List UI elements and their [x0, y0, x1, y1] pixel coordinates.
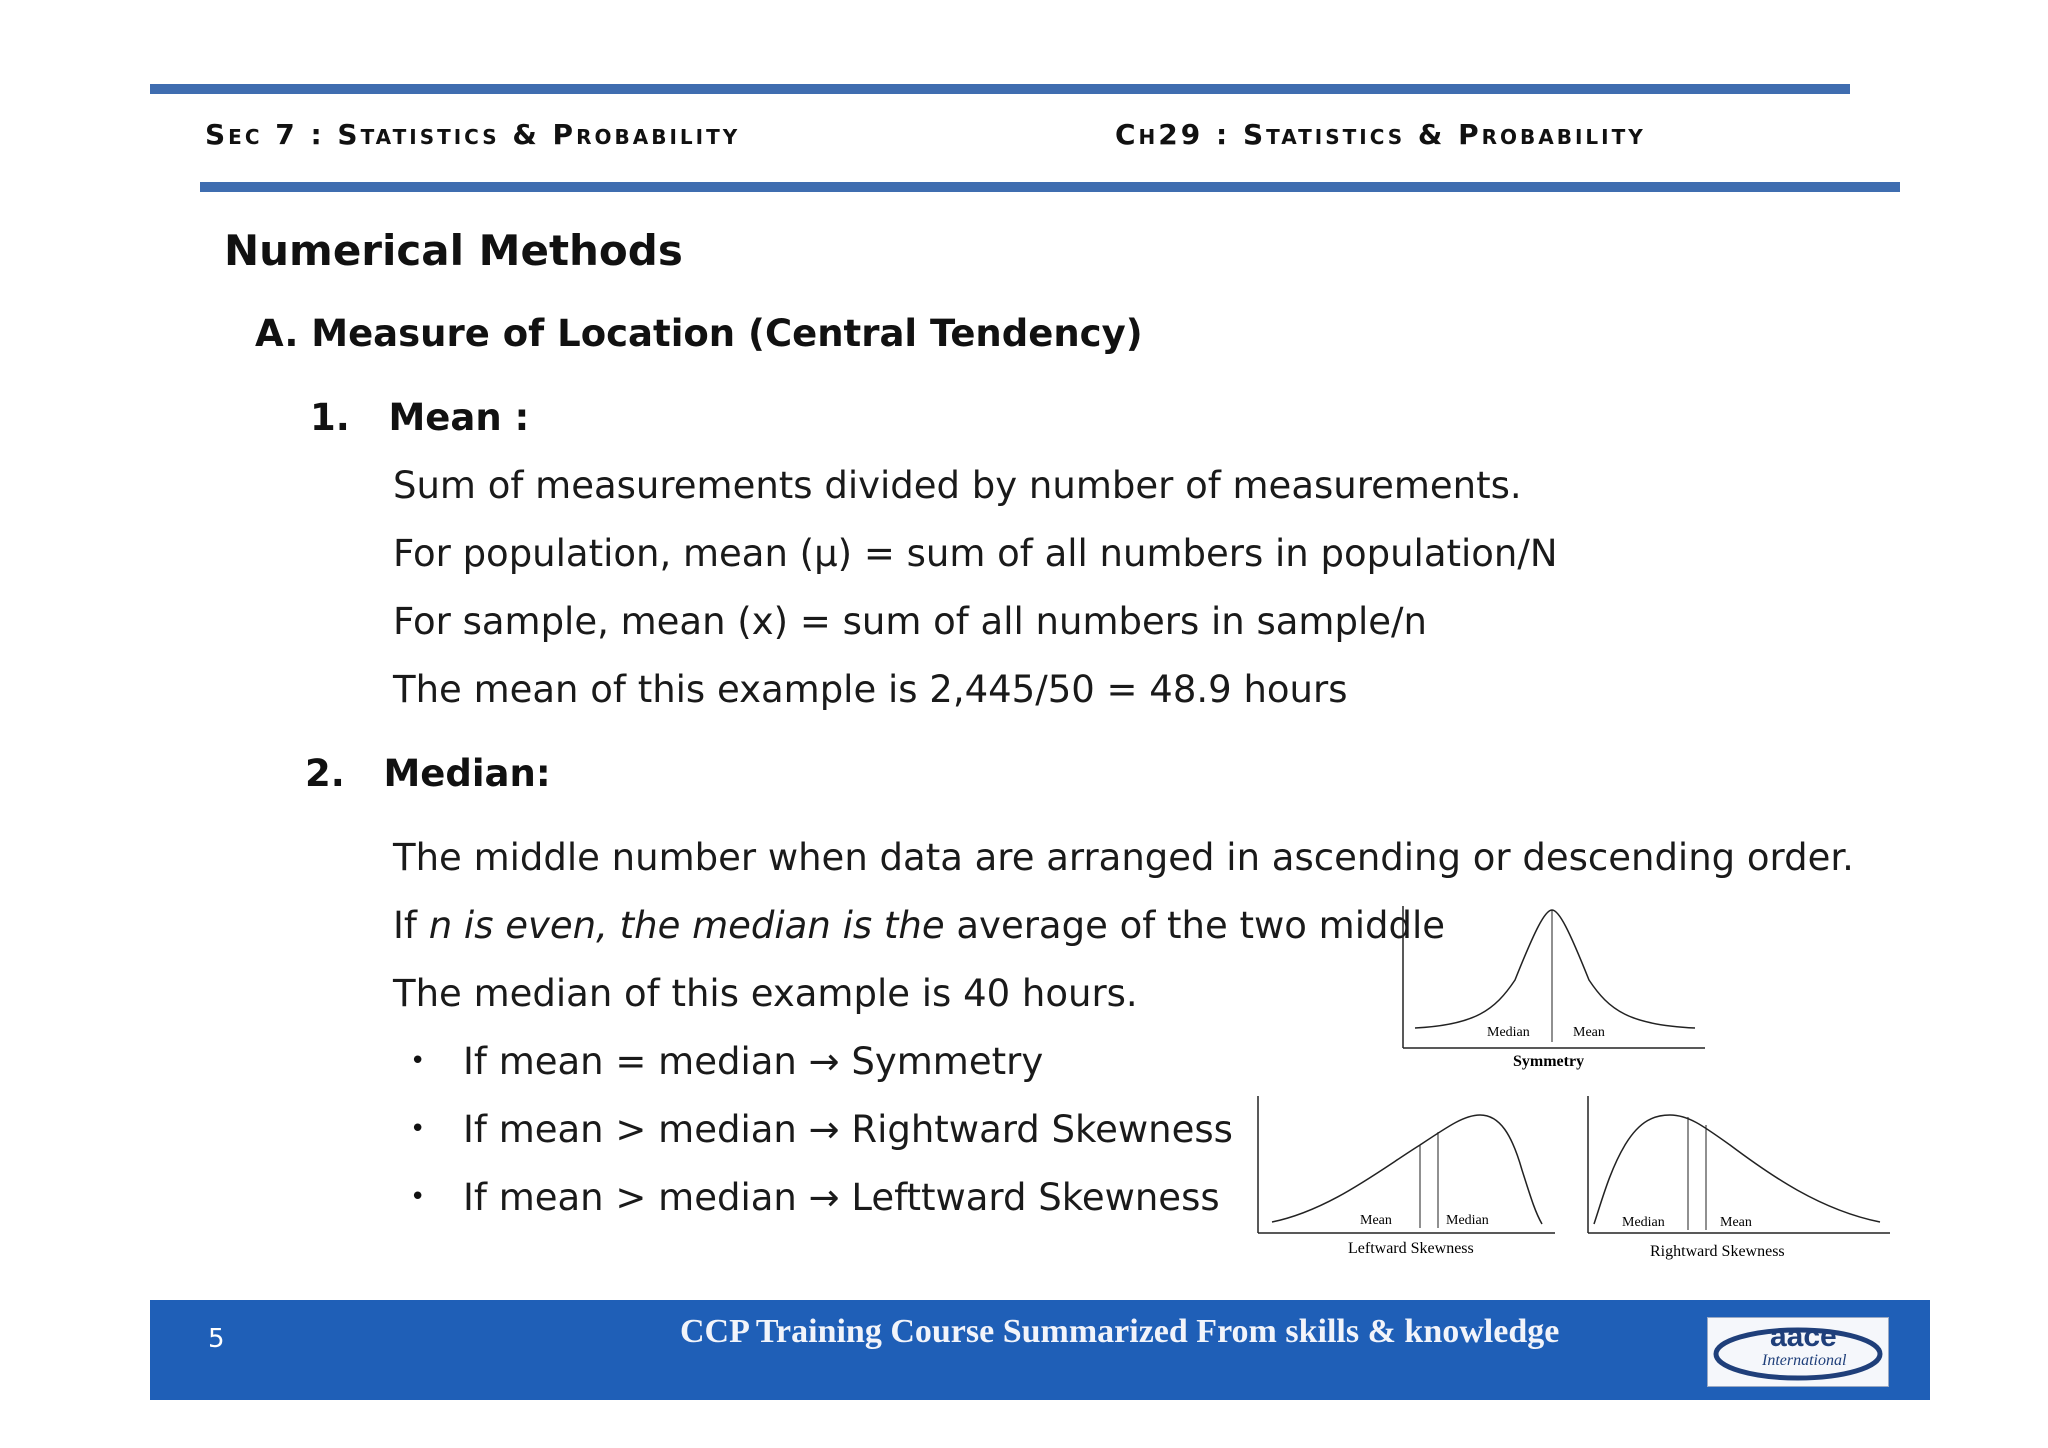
symmetry-caption: Symmetry [1513, 1053, 1585, 1070]
rightward-skewness-diagram [1580, 1090, 1900, 1265]
median-line-2-suffix: average of the two middle [944, 904, 1446, 947]
rightward-median-label: Median [1622, 1215, 1665, 1230]
rightward-caption: Rightward Skewness [1650, 1243, 1785, 1260]
rightward-curve [1594, 1115, 1880, 1224]
header-chapter-label: Ch29 : Statistics & Probability [1115, 118, 1646, 151]
mean-line-2: For population, mean (μ) = sum of all numbers in population/N [393, 532, 1558, 575]
mean-line-3: For sample, mean (x) = sum of all numbers in sample/n [393, 600, 1427, 643]
bullet-1-text: If mean = median → Symmetry [463, 1040, 1044, 1083]
bullet-2-marker: • [410, 1114, 426, 1144]
bullet-1-marker: • [410, 1046, 426, 1076]
symmetry-curve [1415, 910, 1695, 1028]
median-line-3: The median of this example is 40 hours. [393, 972, 1138, 1015]
rightward-mean-label: Mean [1720, 1215, 1752, 1230]
mean-heading: 1. Mean : [310, 396, 530, 439]
symmetry-diagram [1395, 900, 1715, 1075]
leftward-curve [1272, 1115, 1542, 1224]
median-line-2 [393, 904, 1445, 947]
symmetry-mean-label: Mean [1573, 1025, 1605, 1040]
header-top-rule [150, 84, 1850, 94]
bullet-3-marker: • [410, 1182, 426, 1212]
footer-text: CCP Training Course Summarized From skills & knowledge [680, 1313, 1560, 1350]
header-section-label: Sec 7 : Statistics & Probability [205, 118, 741, 151]
aace-logo-subtext: International [1762, 1352, 1847, 1369]
page-number: 5 [208, 1324, 225, 1354]
median-line-2-prefix: If [393, 904, 429, 947]
header-bottom-rule [200, 182, 1900, 192]
median-heading: 2. Median: [305, 752, 551, 795]
symmetry-median-label: Median [1487, 1025, 1530, 1040]
median-line-1: The middle number when data are arranged in ascending or descending order. [393, 836, 1854, 879]
mean-line-4: The mean of this example is 2,445/50 = 48.9 hours [393, 668, 1348, 711]
bullet-3-text: If mean > median → Lefttward Skewness [463, 1176, 1220, 1219]
section-heading: A. Measure of Location (Central Tendency) [255, 312, 1143, 355]
page-title: Numerical Methods [224, 226, 683, 275]
mean-line-1: Sum of measurements divided by number of measurements. [393, 464, 1522, 507]
aace-logo [1707, 1317, 1889, 1387]
leftward-median-label: Median [1446, 1213, 1489, 1228]
aace-logo-text: aace [1770, 1320, 1837, 1353]
leftward-caption: Leftward Skewness [1348, 1240, 1474, 1257]
leftward-skewness-diagram [1250, 1090, 1570, 1265]
bullet-2-text: If mean > median → Rightward Skewness [463, 1108, 1233, 1151]
median-line-2-italic: n is even, the median is the [428, 904, 945, 947]
leftward-mean-label: Mean [1360, 1213, 1392, 1228]
